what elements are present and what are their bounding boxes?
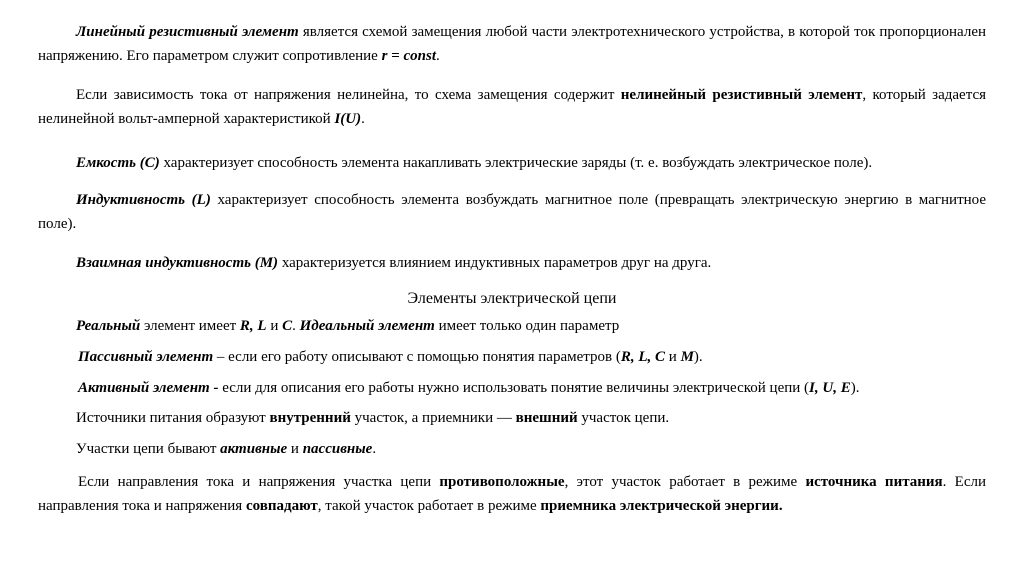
text: и (665, 349, 681, 365)
paragraph-capacitance (38, 151, 986, 175)
text: . (292, 318, 300, 334)
term-real: Реальный (76, 318, 141, 334)
text: , этот участок работает в режиме (564, 474, 806, 490)
paragraph-active-element (38, 376, 986, 400)
text: характеризует способность элемента возбуждать магнитное поле (превращать электрическую энергию в магнитное поле). (38, 192, 986, 232)
paragraph-circuit-sections (38, 437, 986, 461)
text: характеризуется влиянием индуктивных параметров друг на друга. (278, 255, 712, 271)
term-inductance: Индуктивность (L) (76, 192, 211, 208)
term-ideal-element: Идеальный элемент (299, 318, 435, 334)
paragraph-nonlinear-element (38, 83, 986, 131)
text: , который задается нелинейной вольт-амперной характеристикой (38, 87, 987, 127)
text: участок, а приемники — (350, 410, 516, 426)
word-external: внешний (515, 410, 578, 426)
paragraph-operating-modes (38, 470, 986, 518)
paragraph-linear-element (38, 20, 986, 68)
term-mutual-inductance: Взаимная индуктивность (М) (76, 255, 279, 271)
term-passive-element: Пассивный элемент (78, 349, 214, 365)
text: ). (850, 380, 860, 396)
text: . (435, 48, 440, 64)
text: Источники питания образуют (76, 410, 270, 426)
text: Если направления тока и напряжения участка цепи (78, 474, 440, 490)
formula-r-const: r = const (381, 48, 436, 64)
text: участок цепи. (577, 410, 670, 426)
term-active-element: Активный элемент - (78, 380, 219, 396)
term-nonlinear-resistive-element: нелинейный резистивный элемент (620, 87, 863, 103)
paragraph-power-sources (38, 406, 986, 430)
word-passive: пассивные (302, 441, 373, 457)
text: Участки цепи бывают (76, 441, 221, 457)
params-i-u-e: I, U, E (809, 380, 851, 396)
param-m: M (680, 349, 694, 365)
section-heading: Элементы электрической цепи (407, 290, 617, 307)
text: Если зависимость тока от напряжения нелинейна, то схема замещения содержит (76, 87, 621, 103)
word-opposite: противоположные (439, 474, 565, 490)
word-coincide: совпадают (245, 498, 318, 514)
text: . Если направления тока и напряжения (38, 474, 987, 514)
text: если для описания его работы нужно использовать понятие величины электрической цепи ( (218, 380, 810, 396)
term-linear-resistive-element: Линейный резистивный элемент (76, 24, 299, 40)
word-energy-receiver: приемника электрической энергии. (540, 498, 783, 514)
text: ). (693, 349, 703, 365)
text: и (266, 318, 283, 334)
text: и (287, 441, 303, 457)
text: . (372, 441, 377, 457)
params-r-l: R, L (239, 318, 267, 334)
text: является схемой замещения любой части электротехнического устройства, в которой ток пропорционален напряжению. Его параметром служит сопротивление (38, 24, 986, 64)
term-capacitance: Емкость (С) (76, 155, 160, 171)
paragraph-mutual-inductance (38, 251, 986, 275)
param-c: С (282, 318, 293, 334)
paragraph-real-ideal-element (38, 314, 986, 338)
formula-i-u: I(U) (334, 111, 362, 127)
params-r-l-c: R, L, C (620, 349, 666, 365)
text: . (361, 111, 365, 127)
text: характеризует способность элемента накапливать электрические заряды (т. е. возбуждать электрическое поле). (159, 155, 873, 171)
text: , такой участок работает в режиме (317, 498, 541, 514)
paragraph-passive-element (38, 345, 986, 369)
text: имеет только один параметр (434, 318, 620, 334)
paragraph-inductance (38, 188, 986, 236)
text: – если его работу описывают с помощью понятия параметров ( (213, 349, 621, 365)
word-internal: внутренний (269, 410, 351, 426)
word-power-source: источника питания (805, 474, 943, 490)
text: элемент имеет (140, 318, 240, 334)
word-active: активные (220, 441, 288, 457)
